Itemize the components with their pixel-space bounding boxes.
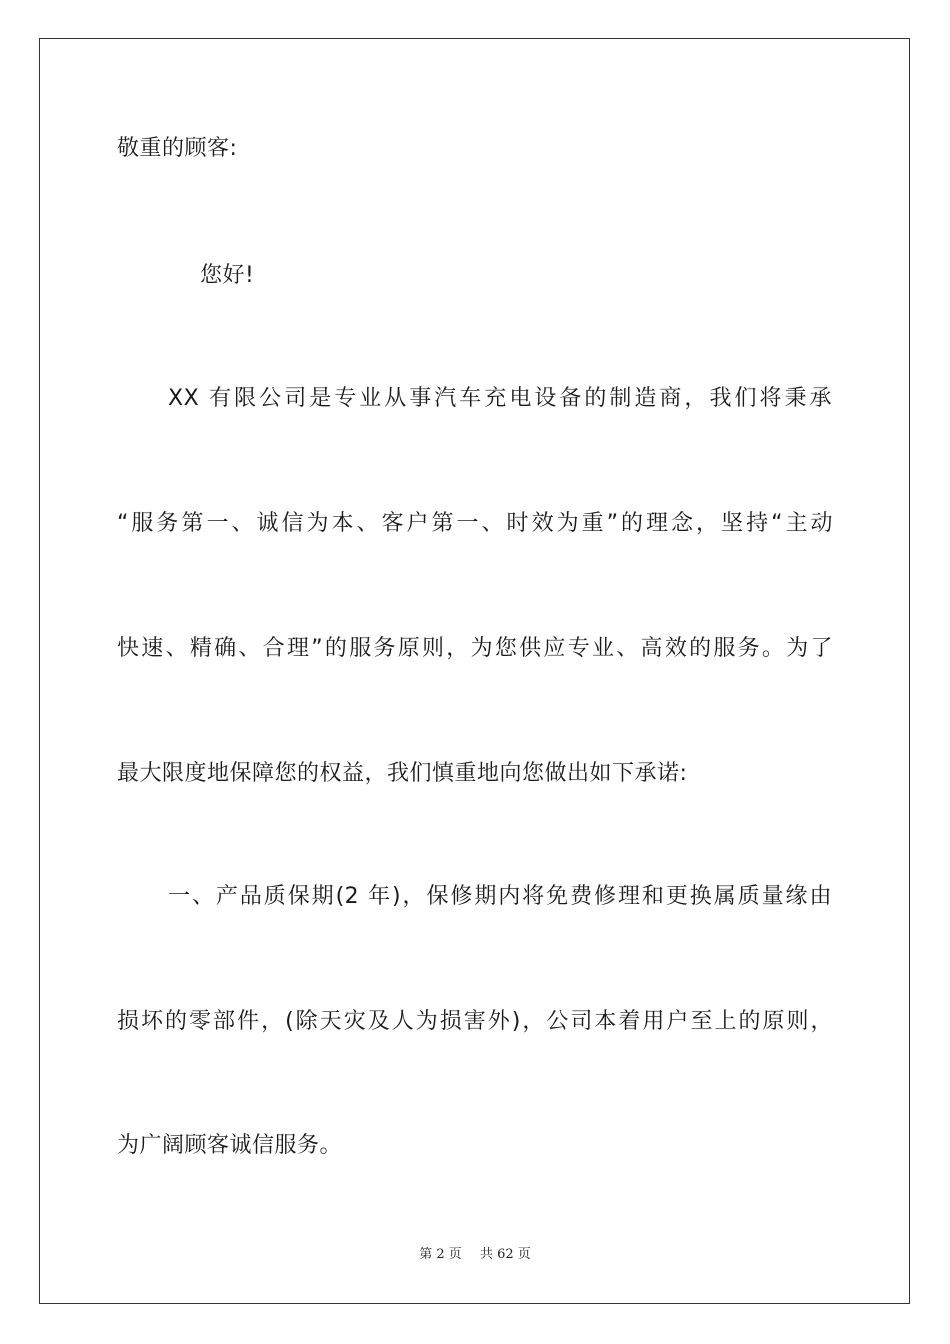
salutation: 敬重的顾客:	[117, 136, 238, 161]
paragraph-line: XX 有限公司是专业从事汽车充电设备的制造商，我们将秉承	[168, 386, 832, 411]
paragraph-line: “服务第一、诚信为本、客户第一、时效为重”的理念，坚持“主动	[117, 511, 833, 536]
paragraph-line: 最大限度地保障您的权益，我们慎重地向您做出如下承诺:	[117, 761, 688, 786]
paragraph-line: 一、产品质保期(2 年)，保修期内将免费修理和更换属质量缘由	[168, 884, 832, 909]
paragraph-line: 损坏的零部件，(除天灾及人为损害外)，公司本着用户至上的原则，	[117, 1009, 833, 1034]
page-border	[39, 38, 910, 1304]
greeting: 您好!	[200, 263, 255, 288]
paragraph-line: 快速、精确、合理”的服务原则，为您供应专业、高效的服务。为了	[117, 636, 833, 661]
page-number: 第 2 页	[419, 1247, 462, 1262]
page-total: 共 62 页	[479, 1247, 531, 1262]
page-footer	[0, 1246, 950, 1264]
paragraph-line: 为广阔顾客诚信服务。	[117, 1133, 343, 1158]
